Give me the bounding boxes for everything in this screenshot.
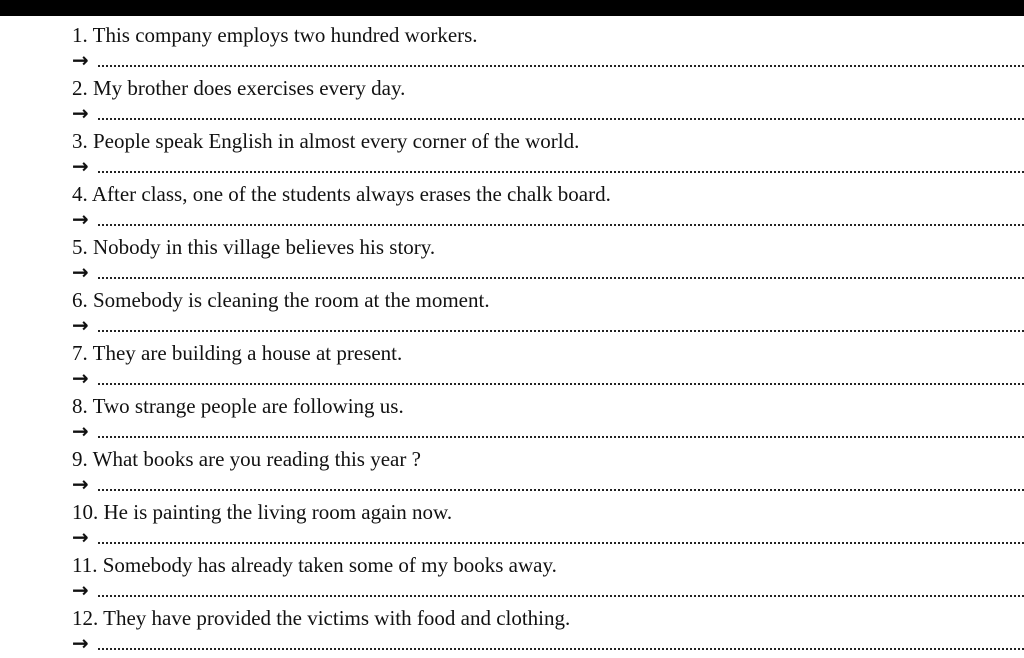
exercise-sheet <box>72 21 1024 657</box>
answer-line[interactable] <box>72 366 1024 390</box>
exercise-item <box>72 392 1024 445</box>
exercise-item <box>72 74 1024 127</box>
answer-line[interactable] <box>72 101 1024 125</box>
question-text: 11. Somebody has already taken some of my books away. <box>72 553 557 577</box>
answer-line[interactable] <box>72 48 1024 72</box>
question-text: 3. People speak English in almost every corner of the world. <box>72 129 580 153</box>
answer-line[interactable] <box>72 525 1024 549</box>
exercise-item <box>72 445 1024 498</box>
dotted-answer-blank[interactable] <box>98 223 1024 226</box>
arrow-icon: → <box>72 631 89 655</box>
exercise-item <box>72 551 1024 604</box>
exercise-item <box>72 604 1024 657</box>
dotted-answer-blank[interactable] <box>98 382 1024 385</box>
arrow-icon: → <box>72 207 89 231</box>
exercise-item <box>72 127 1024 180</box>
answer-line[interactable] <box>72 419 1024 443</box>
arrow-icon: → <box>72 260 89 284</box>
exercise-item <box>72 21 1024 74</box>
dotted-answer-blank[interactable] <box>98 488 1024 491</box>
dotted-answer-blank[interactable] <box>98 276 1024 279</box>
exercise-item <box>72 339 1024 392</box>
exercise-item <box>72 180 1024 233</box>
dotted-answer-blank[interactable] <box>98 541 1024 544</box>
answer-line[interactable] <box>72 313 1024 337</box>
exercise-item <box>72 498 1024 551</box>
exercise-item <box>72 286 1024 339</box>
dotted-answer-blank[interactable] <box>98 594 1024 597</box>
exercise-item <box>72 233 1024 286</box>
question-text: 2. My brother does exercises every day. <box>72 76 406 100</box>
dotted-answer-blank[interactable] <box>98 435 1024 438</box>
answer-line[interactable] <box>72 260 1024 284</box>
question-text: 5. Nobody in this village believes his story. <box>72 235 436 259</box>
question-text: 7. They are building a house at present. <box>72 341 403 365</box>
arrow-icon: → <box>72 48 89 72</box>
question-text: 1. This company employs two hundred workers. <box>72 23 478 47</box>
dotted-answer-blank[interactable] <box>98 170 1024 173</box>
question-text: 10. He is painting the living room again now. <box>72 500 453 524</box>
question-text: 6. Somebody is cleaning the room at the moment. <box>72 288 490 312</box>
answer-line[interactable] <box>72 578 1024 602</box>
arrow-icon: → <box>72 525 89 549</box>
question-text: 12. They have provided the victims with food and clothing. <box>72 606 571 630</box>
question-text: 9. What books are you reading this year ? <box>72 447 421 471</box>
arrow-icon: → <box>72 419 89 443</box>
answer-line[interactable] <box>72 154 1024 178</box>
arrow-icon: → <box>72 101 89 125</box>
question-text: 4. After class, one of the students always erases the chalk board. <box>72 182 611 206</box>
dotted-answer-blank[interactable] <box>98 64 1024 67</box>
arrow-icon: → <box>72 472 89 496</box>
question-text: 8. Two strange people are following us. <box>72 394 404 418</box>
answer-line[interactable] <box>72 631 1024 655</box>
answer-line[interactable] <box>72 207 1024 231</box>
dotted-answer-blank[interactable] <box>98 117 1024 120</box>
arrow-icon: → <box>72 154 89 178</box>
arrow-icon: → <box>72 313 89 337</box>
arrow-icon: → <box>72 578 89 602</box>
answer-line[interactable] <box>72 472 1024 496</box>
dotted-answer-blank[interactable] <box>98 329 1024 332</box>
arrow-icon: → <box>72 366 89 390</box>
dotted-answer-blank[interactable] <box>98 647 1024 650</box>
top-edge-bar <box>0 0 1024 16</box>
